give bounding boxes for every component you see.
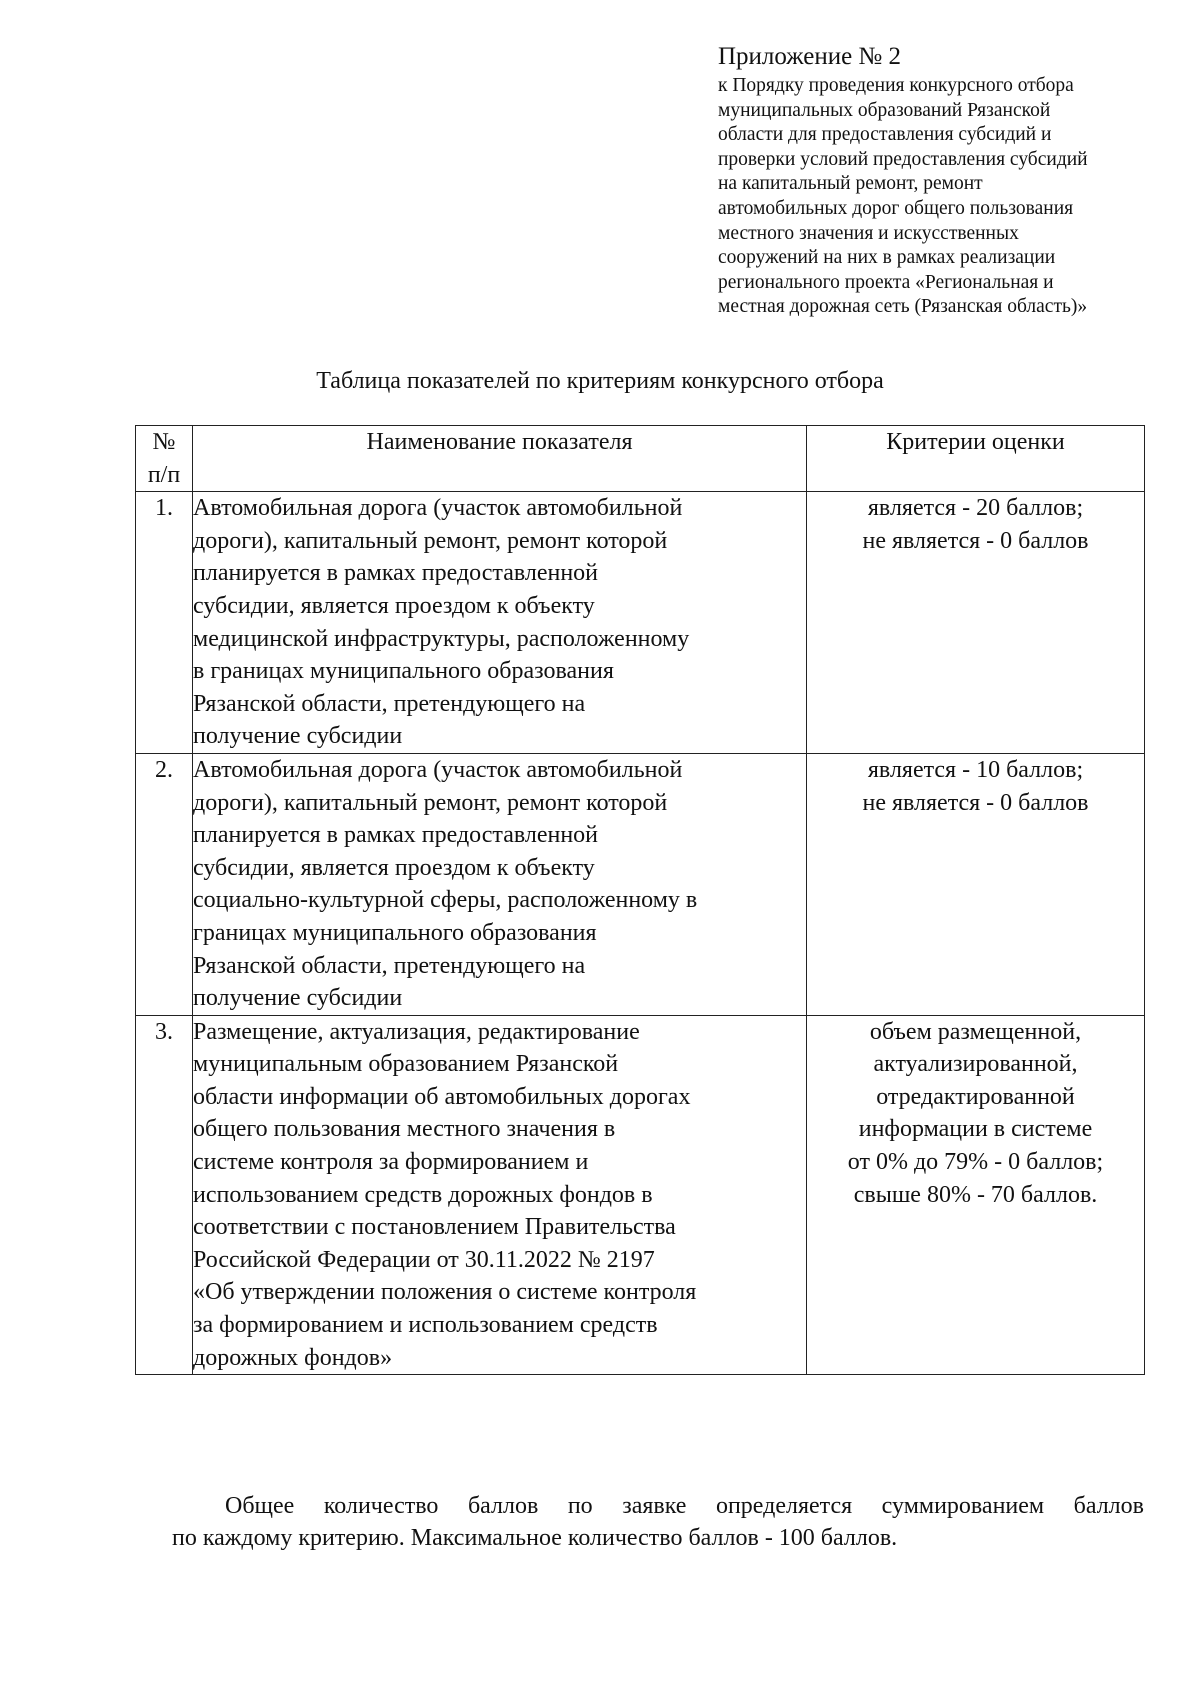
text-line: области информации об автомобильных дорогах — [193, 1083, 691, 1110]
appendix-line: автомобильных дорог общего пользования — [718, 197, 1074, 219]
row-number: 2. — [136, 753, 193, 1015]
appendix-line: проверки условий предоставления субсидий — [718, 148, 1088, 170]
text-line: планируется в рамках предоставленной — [193, 822, 599, 849]
text-line: отредактированной — [876, 1083, 1075, 1110]
appendix-line: области для предоставления субсидий и — [718, 124, 1052, 146]
text-line: использованием средств дорожных фондов в — [193, 1181, 653, 1208]
text-line: свыше 80% - 70 баллов. — [853, 1181, 1098, 1208]
header-number-pp: п/п — [147, 461, 181, 488]
header-indicator-name: Наименование показателя — [193, 426, 807, 492]
table-row — [136, 492, 1145, 754]
text-line: объем размещенной, — [869, 1018, 1082, 1045]
text-line: медицинской инфраструктуры, расположенному — [193, 625, 690, 652]
text-line: от 0% до 79% - 0 баллов; — [847, 1149, 1104, 1176]
summary-paragraph — [172, 1490, 1144, 1554]
text-line: получение субсидии — [193, 723, 403, 750]
text-line: информации в системе — [858, 1116, 1093, 1143]
text-line: Автомобильная дорога (участок автомобильной — [193, 495, 683, 522]
text-line: Автомобильная дорога (участок автомобильной — [193, 756, 683, 783]
appendix-line: сооружений на них в рамках реализации — [718, 247, 1056, 269]
text-line: Российской Федерации от 30.11.2022 № 2197 — [193, 1246, 655, 1273]
row-criteria — [807, 753, 1145, 1015]
text-line: соответствии с постановлением Правительства — [193, 1214, 676, 1241]
row-indicator-name — [193, 492, 807, 754]
text-line: Рязанской области, претендующего на — [193, 690, 586, 717]
row-criteria — [807, 1015, 1145, 1375]
text-line: дороги), капитальный ремонт, ремонт которой — [193, 527, 668, 554]
text-line: актуализированной, — [873, 1051, 1078, 1078]
text-line: системе контроля за формированием и — [193, 1149, 589, 1176]
text-line: дороги), капитальный ремонт, ремонт которой — [193, 789, 668, 816]
row-criteria — [807, 492, 1145, 754]
text-line: получение субсидии — [193, 985, 403, 1012]
text-line: не является - 0 баллов — [862, 789, 1089, 816]
text-line: за формированием и использованием средств — [193, 1312, 658, 1339]
table-header-row — [136, 426, 1145, 492]
header-criteria: Критерии оценки — [807, 426, 1145, 492]
text-line: является - 20 баллов; — [867, 495, 1084, 522]
text-line: муниципальным образованием Рязанской — [193, 1051, 619, 1078]
text-line: является - 10 баллов; — [867, 756, 1084, 783]
text-line: Рязанской области, претендующего на — [193, 952, 586, 979]
table-row — [136, 1015, 1145, 1375]
appendix-header — [718, 42, 1158, 320]
text-line: границах муниципального образования — [193, 919, 597, 946]
text-line: социально-культурной сферы, расположенному в — [193, 887, 698, 914]
text-line: дорожных фондов» — [193, 1344, 393, 1371]
header-number-sign: № — [152, 429, 176, 455]
appendix-line: на капитальный ремонт, ремонт — [718, 173, 983, 195]
row-number: 3. — [136, 1015, 193, 1375]
document-title: Таблица показателей по критериям конкурсного отбора — [316, 368, 884, 394]
appendix-line: к Порядку проведения конкурсного отбора — [718, 75, 1074, 96]
criteria-table — [135, 425, 1145, 1375]
summary-line: по каждому критерию. Максимальное количество баллов - 100 баллов. — [172, 1525, 898, 1551]
text-line: не является - 0 баллов — [862, 527, 1089, 554]
text-line: «Об утверждении положения о системе контроля — [193, 1279, 697, 1306]
text-line: субсидии, является проездом к объекту — [193, 592, 595, 619]
appendix-line: местная дорожная сеть (Рязанская область)» — [718, 296, 1088, 318]
row-indicator-name — [193, 753, 807, 1015]
appendix-line: местного значения и искусственных — [718, 222, 1019, 244]
text-line: Размещение, актуализация, редактирование — [193, 1018, 640, 1045]
appendix-title: Приложение № 2 — [718, 43, 902, 70]
text-line: общего пользования местного значения в — [193, 1116, 616, 1143]
text-line: в границах муниципального образования — [193, 658, 614, 685]
appendix-line: регионального проекта «Региональная и — [718, 271, 1054, 293]
row-indicator-name — [193, 1015, 807, 1375]
table-row — [136, 753, 1145, 1015]
header-number — [136, 426, 193, 492]
appendix-line: муниципальных образований Рязанской — [718, 99, 1051, 121]
summary-line: Общее количество баллов по заявке определяется суммированием баллов — [225, 1493, 1144, 1519]
text-line: планируется в рамках предоставленной — [193, 560, 599, 587]
row-number: 1. — [136, 492, 193, 754]
text-line: субсидии, является проездом к объекту — [193, 854, 595, 881]
